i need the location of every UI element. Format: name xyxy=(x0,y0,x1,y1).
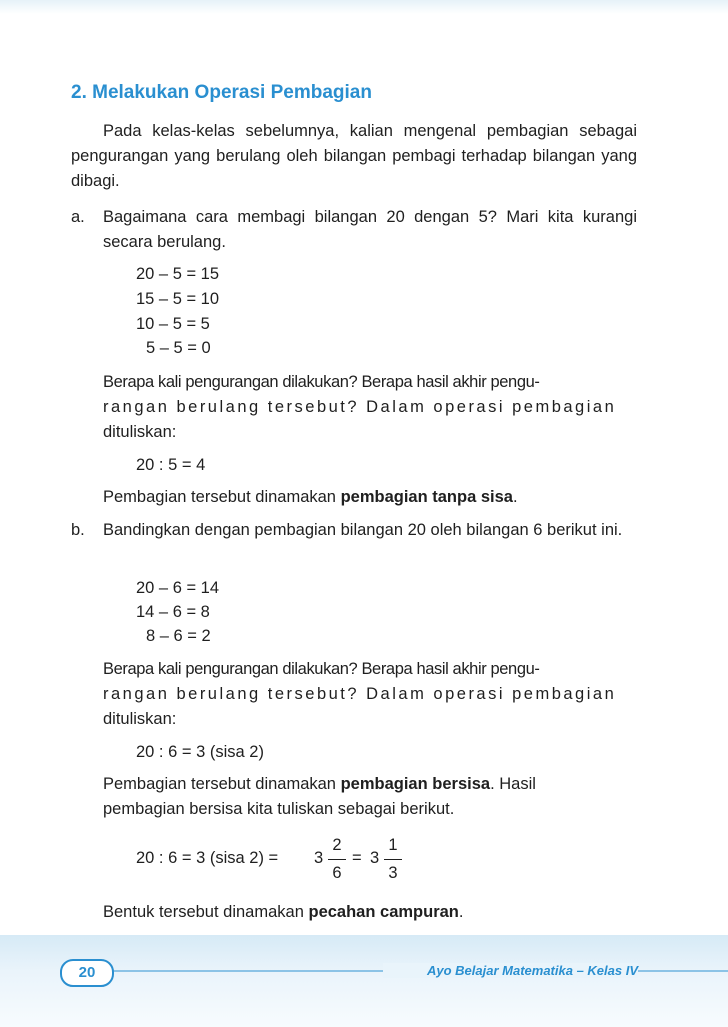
item-b-step-3: 8 – 6 = 2 xyxy=(146,627,211,645)
item-a-step-3: 10 – 5 = 5 xyxy=(136,315,210,333)
final-statement-prefix: Bentuk tersebut dinamakan xyxy=(103,903,304,921)
item-b-step-1: 20 – 6 = 14 xyxy=(136,579,220,597)
item-b-question: Bandingkan dengan pembagian bilangan 20 oleh bilangan 6 berikut ini. xyxy=(103,521,623,539)
mixed-fraction-numerator-2: 1 xyxy=(388,836,398,854)
page-number: 20 xyxy=(60,959,114,987)
item-b-conclusion-term: pembagian bersisa xyxy=(340,775,491,793)
item-a-step-4: 5 – 5 = 0 xyxy=(146,339,211,357)
mixed-fraction-whole-1: 3 xyxy=(314,849,324,867)
mixed-fraction-whole-2: 3 xyxy=(370,849,380,867)
item-b-question-line-3: dituliskan: xyxy=(103,710,177,728)
item-b-conclusion-prefix: Pembagian tersebut dinamakan xyxy=(103,775,336,793)
item-a-step-1: 20 – 5 = 15 xyxy=(136,265,220,283)
item-a-question-line-3: dituliskan: xyxy=(103,423,177,441)
mixed-fraction-denominator-1: 6 xyxy=(332,864,342,882)
fraction-bar-1 xyxy=(328,859,346,860)
item-b-question-line-1: Berapa kali pengurangan dilakukan? Berapa hasil akhir pengu- xyxy=(103,660,540,678)
item-a-question-line-2: rangan berulang tersebut? Dalam operasi pembagian xyxy=(103,398,617,416)
page-top-strip xyxy=(0,0,728,14)
final-statement xyxy=(103,900,463,925)
item-a-question-line-1: Berapa kali pengurangan dilakukan? Berapa hasil akhir pengu- xyxy=(103,373,540,391)
mixed-fraction-denominator-2: 3 xyxy=(388,864,398,882)
item-a-conclusion-prefix: Pembagian tersebut dinamakan xyxy=(103,488,336,506)
mixed-fraction-lhs: 20 : 6 = 3 (sisa 2) = xyxy=(136,849,279,867)
intro-paragraph: Pada kelas-kelas sebelumnya, kalian mengenal pembagian sebagai pengurangan yang berulang oleh bilangan pembagi terhadap bilangan yang dibagi. xyxy=(71,122,637,190)
item-a-conclusion-term: pembagian tanpa sisa xyxy=(340,488,513,506)
item-b-division: 20 : 6 = 3 (sisa 2) xyxy=(136,743,264,761)
item-a-letter: a. xyxy=(71,208,85,226)
item-a-conclusion-suffix: . xyxy=(512,488,518,506)
item-a-step-2: 15 – 5 = 10 xyxy=(136,290,220,308)
item-b-conclusion-line-2: pembagian bersisa kita tuliskan sebagai berikut. xyxy=(103,800,455,818)
fraction-bar-2 xyxy=(384,859,402,860)
final-statement-suffix: . xyxy=(458,903,464,921)
item-b-step-2: 14 – 6 = 8 xyxy=(136,603,210,621)
item-a-division: 20 : 5 = 4 xyxy=(136,456,206,474)
book-title: Ayo Belajar Matematika – Kelas IV xyxy=(383,963,638,978)
item-b-conclusion-suffix: . Hasil xyxy=(490,775,536,793)
item-b-letter: b. xyxy=(71,521,85,539)
item-a-conclusion xyxy=(103,485,518,510)
section-heading: 2. Melakukan Operasi Pembagian xyxy=(71,82,372,103)
final-statement-term: pecahan campuran xyxy=(308,903,459,921)
item-b-question-line-2: rangan berulang tersebut? Dalam operasi pembagian xyxy=(103,685,617,703)
item-a-question: Bagaimana cara membagi bilangan 20 dengan 5? Mari kita kurangi secara berulang. xyxy=(103,208,637,251)
mixed-fraction-equals: = xyxy=(352,849,362,867)
item-b-conclusion xyxy=(103,772,536,797)
mixed-fraction-numerator-1: 2 xyxy=(332,836,342,854)
